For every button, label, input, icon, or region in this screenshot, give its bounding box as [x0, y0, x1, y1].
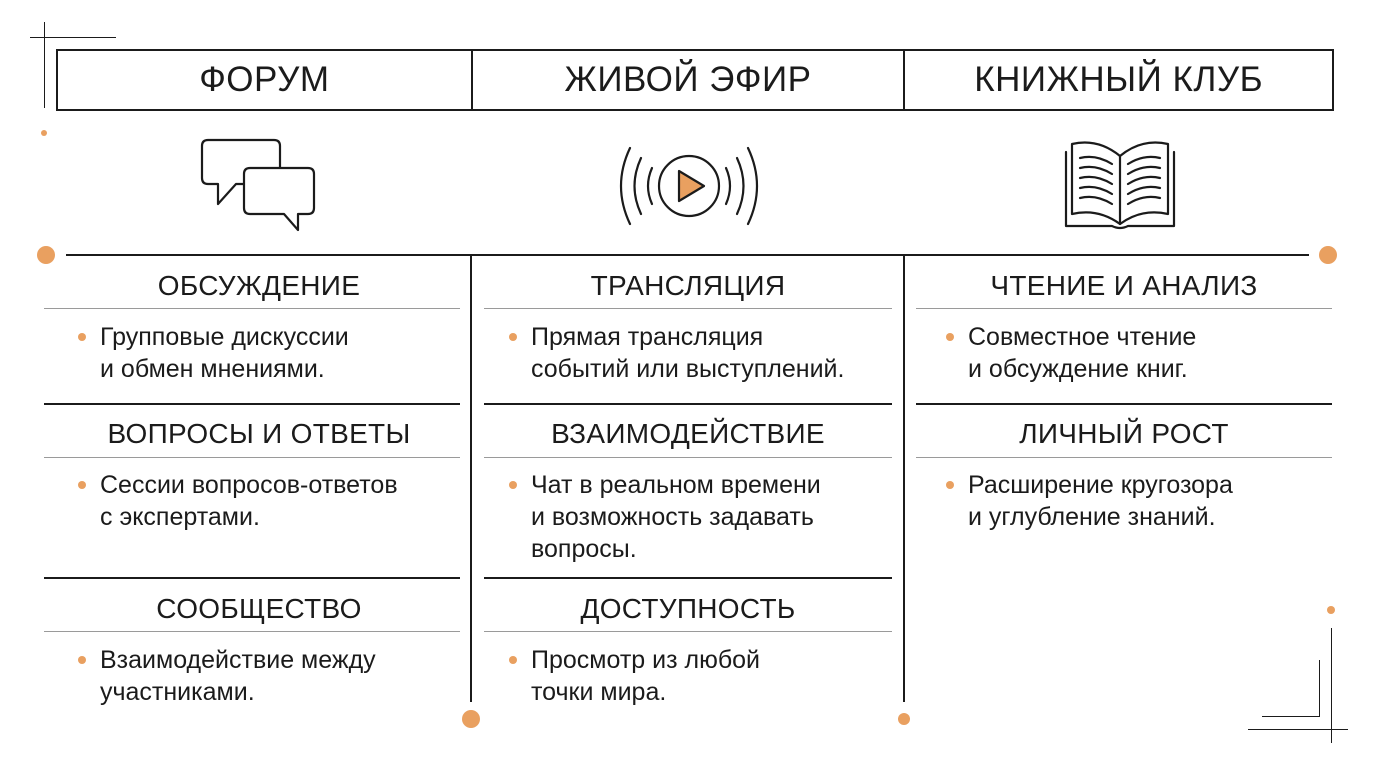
- heading-underline: [44, 457, 460, 458]
- open-book-icon: [1058, 136, 1182, 232]
- accent-dot: [1319, 246, 1337, 264]
- list-item: Просмотр из любой точки мира.: [531, 646, 761, 706]
- corner-mark-bottom-v2: [1331, 628, 1332, 743]
- section-heading: ЛИЧНЫЙ РОСТ: [1019, 418, 1229, 449]
- accent-dot: [462, 710, 480, 728]
- section-heading: ОБСУЖДЕНИЕ: [157, 270, 361, 301]
- heading-underline: [916, 457, 1332, 458]
- corner-mark-top-h: [30, 37, 116, 38]
- section-divider: [484, 403, 892, 405]
- heading-underline: [484, 308, 892, 309]
- live-broadcast-icon: [614, 140, 764, 232]
- accent-dot: [37, 246, 55, 264]
- section-heading: СООБЩЕСТВО: [156, 593, 362, 624]
- column-title-forum: ФОРУМ: [199, 60, 330, 99]
- heading-underline: [44, 308, 460, 309]
- accent-dot: [898, 713, 910, 725]
- column-title-live: ЖИВОЙ ЭФИР: [471, 51, 904, 109]
- column-divider-2: [903, 256, 905, 702]
- list-item: Чат в реальном времени и возможность задавать вопросы.: [531, 471, 821, 563]
- accent-dot: [1327, 606, 1335, 614]
- accent-dot: [41, 130, 47, 136]
- section-divider: [44, 577, 460, 579]
- section-heading: ДОСТУПНОСТЬ: [580, 593, 796, 624]
- column-title-bookclub: КНИЖНЫЙ КЛУБ: [903, 51, 1332, 109]
- section-heading: ВОПРОСЫ И ОТВЕТЫ: [107, 418, 411, 449]
- heading-underline: [484, 631, 892, 632]
- corner-mark-bottom-v1: [1319, 660, 1320, 717]
- section-heading: ВЗАИМОДЕЙСТВИЕ: [551, 418, 825, 449]
- heading-underline: [916, 308, 1332, 309]
- heading-underline: [44, 631, 460, 632]
- column-divider-1: [470, 256, 472, 702]
- corner-mark-bottom-h1: [1262, 716, 1320, 717]
- section-heading: ТРАНСЛЯЦИЯ: [590, 270, 786, 301]
- section-divider: [916, 403, 1332, 405]
- section-heading: ЧТЕНИЕ И АНАЛИЗ: [990, 270, 1258, 301]
- corner-mark-top-v: [44, 22, 45, 108]
- header-table: [56, 49, 1334, 111]
- section-divider: [484, 577, 892, 579]
- main-separator: [66, 254, 1309, 256]
- corner-mark-bottom-h2: [1248, 729, 1348, 730]
- list-item: Взаимодействие между участниками.: [100, 646, 376, 706]
- list-item: Прямая трансляция событий или выступлений.: [531, 323, 845, 383]
- chat-bubbles-icon: [196, 136, 322, 232]
- list-item: Сессии вопросов-ответов с экспертами.: [100, 471, 398, 531]
- section-divider: [44, 403, 460, 405]
- list-item: Групповые дискуссии и обмен мнениями.: [100, 323, 349, 383]
- heading-underline: [484, 457, 892, 458]
- list-item: Расширение кругозора и углубление знаний.: [968, 471, 1233, 531]
- list-item: Совместное чтение и обсуждение книг.: [968, 323, 1197, 383]
